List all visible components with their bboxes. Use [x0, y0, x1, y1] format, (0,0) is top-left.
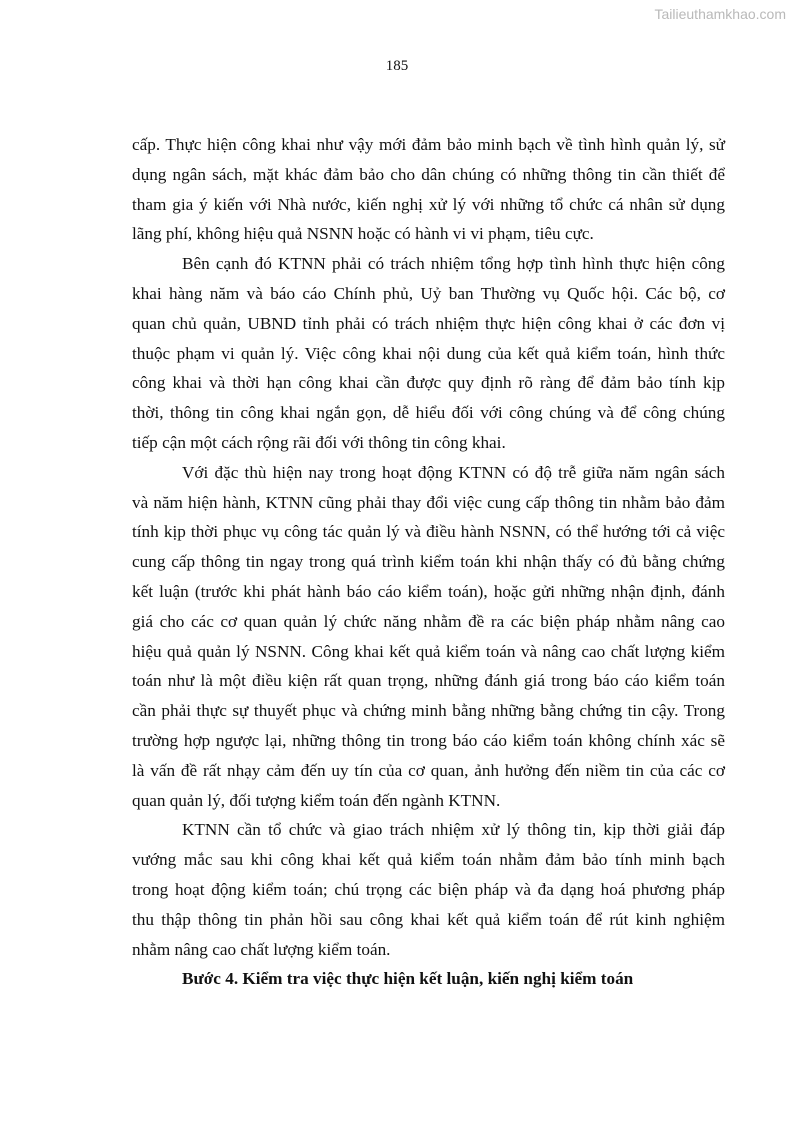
text-line: công khai và thời hạn công khai cần được quy định rõ ràng để đảm bảo tính kịp: [132, 373, 725, 393]
text-line: khai hàng năm và báo cáo Chính phủ, Uỷ ban Thường vụ Quốc hội. Các bộ, cơ: [132, 283, 725, 303]
text-line: thu thập thông tin phản hồi sau công khai kết quả kiểm toán để rút kinh nghiệm: [132, 909, 725, 929]
text-line: thời, thông tin công khai ngắn gọn, dễ hiểu đối với công chúng và để công chúng: [132, 403, 725, 423]
document-body: [132, 130, 725, 994]
text-line: tiếp cận một cách rộng rãi đối với thông tin công khai.: [132, 432, 506, 452]
paragraph: [132, 130, 725, 249]
text-line: là vấn đề rất nhạy cảm đến uy tín của cơ quan, ảnh hưởng đến niềm tin của các cơ: [132, 760, 725, 780]
text-line: cần phải thực sự thuyết phục và chứng minh bằng những bằng chứng tin cậy. Trong: [132, 701, 725, 721]
text-line: Với đặc thù hiện nay trong hoạt động KTNN có độ trễ giữa năm ngân sách: [182, 462, 725, 482]
text-line: thuộc phạm vi quản lý. Việc công khai nội dung của kết quả kiểm toán, hình thức: [132, 343, 725, 363]
text-line: tham gia ý kiến với Nhà nước, kiến nghị xử lý với những tổ chức cá nhân sử dụng: [132, 194, 725, 214]
text-line: trường hợp ngược lại, những thông tin trong báo cáo kiểm toán không chính xác sẽ: [132, 730, 725, 750]
watermark: Tailieuthamkhao.com: [654, 6, 786, 22]
text-line: lãng phí, không hiệu quả NSNN hoặc có hành vi vi phạm, tiêu cực.: [132, 224, 594, 244]
text-line: nhằm nâng cao chất lượng kiểm toán.: [132, 939, 391, 959]
text-line: tính kịp thời phục vụ công tác quản lý và điều hành NSNN, có thể hướng tới cả việc: [132, 522, 725, 542]
text-line: quan quản lý, đối tượng kiểm toán đến ngành KTNN.: [132, 790, 501, 810]
text-line: dụng ngân sách, mặt khác đảm bảo cho dân chúng có những thông tin cần thiết để: [132, 164, 725, 184]
text-line: KTNN cần tổ chức và giao trách nhiệm xử lý thông tin, kịp thời giải đáp: [182, 820, 725, 840]
text-line: cung cấp thông tin ngay trong quá trình kiểm toán khi nhận thấy có đủ bằng chứng: [132, 552, 725, 572]
paragraph: [132, 458, 725, 816]
text-line: quan chủ quản, UBND tỉnh phải có trách nhiệm thực hiện công khai ở các đơn vị: [132, 313, 725, 333]
text-line: cấp. Thực hiện công khai như vậy mới đảm bảo minh bạch về tình hình quản lý, sử: [132, 135, 725, 154]
section-heading: Bước 4. Kiểm tra việc thực hiện kết luận, kiến nghị kiểm toán: [182, 969, 634, 989]
text-line: Bên cạnh đó KTNN phải có trách nhiệm tổng hợp tình hình thực hiện công: [182, 254, 725, 274]
paragraph: [132, 249, 725, 458]
text-line: trong hoạt động kiểm toán; chú trọng các biện pháp và đa dạng hoá phương pháp: [132, 879, 725, 899]
text-line: toán như là một điều kiện rất quan trọng, những đánh giá trong báo cáo kiểm toán: [132, 671, 725, 691]
text-line: hiệu quả quản lý NSNN. Công khai kết quả kiểm toán và nâng cao chất lượng kiểm: [132, 641, 725, 661]
text-line: giá cho các cơ quan quản lý chức năng nhằm đề ra các biện pháp nhằm nâng cao: [132, 611, 725, 631]
paragraph: [132, 815, 725, 964]
text-line: vướng mắc sau khi công khai kết quả kiểm toán nhằm đảm bảo tính minh bạch: [132, 850, 725, 870]
text-line: kết luận (trước khi phát hành báo cáo kiểm toán), hoặc gửi những nhận định, đánh: [132, 581, 725, 601]
page-number: 185: [385, 58, 409, 74]
text-line: và năm hiện hành, KTNN cũng phải thay đổi việc cung cấp thông tin nhằm bảo đảm: [132, 492, 725, 512]
